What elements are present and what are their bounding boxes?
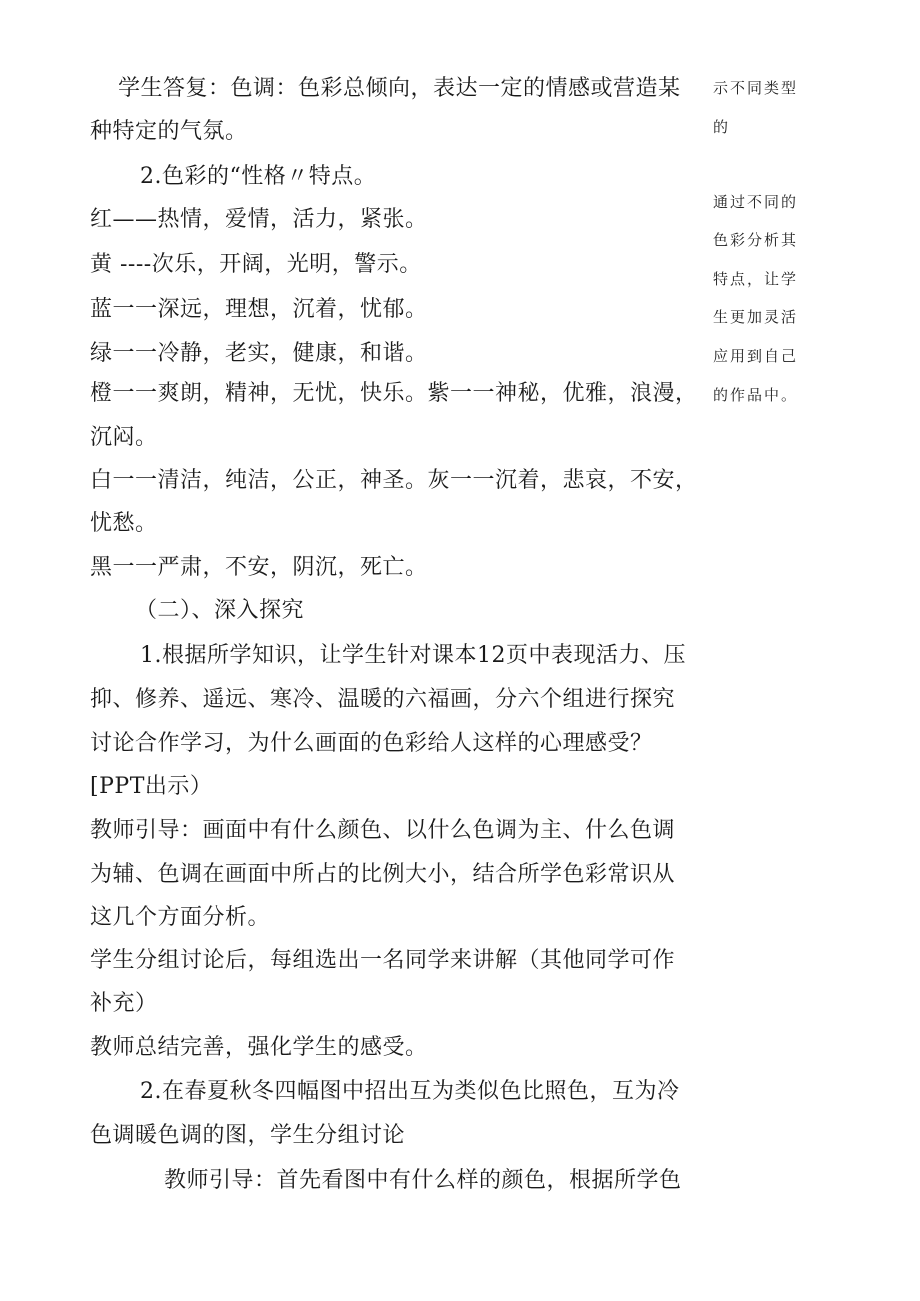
color-trait-line: 黄 ----次乐，开阔，光明，警示。 bbox=[90, 252, 422, 277]
margin-note-line: 的 bbox=[713, 118, 731, 136]
color-trait-line: 橙一一爽朗，精神，无忧，快乐。紫一一神秘，优雅，浪漫， bbox=[90, 381, 698, 406]
section-heading: （二）、深入探究 bbox=[135, 598, 305, 623]
margin-note-line: 特点，让学 bbox=[713, 270, 799, 288]
paragraph-line: 学生答复：色调：色彩总倾向，表达一定的情感或营造某 bbox=[118, 76, 681, 101]
paragraph-line: 教师总结完善，强化学生的感受。 bbox=[90, 1035, 428, 1060]
margin-note-line: 应用到自己 bbox=[713, 347, 799, 365]
paragraph-line: 抑、修养、遥远、寒冷、温暖的六福画，分六个组进行探究 bbox=[90, 687, 676, 712]
paragraph-line: 为辅、色调在画面中所占的比例大小，结合所学色彩常识从 bbox=[90, 862, 676, 887]
margin-note-line: 生更加灵活 bbox=[713, 308, 799, 326]
margin-note-line: 色彩分析其 bbox=[713, 231, 799, 249]
color-trait-line: 白一一清洁，纯洁，公正，神圣。灰一一沉着，悲哀，不安， bbox=[90, 468, 698, 493]
margin-note-line: 通过不同的 bbox=[713, 193, 799, 211]
margin-note-line: 示不同类型 bbox=[713, 79, 799, 97]
color-trait-line: 沉闷。 bbox=[90, 425, 158, 450]
paragraph-line: 1.根据所学知识，让学生针对课本12页中表现活力、压 bbox=[140, 643, 686, 668]
paragraph-line: [PPT出示） bbox=[90, 774, 213, 799]
color-trait-line: 蓝一一深远，理想，沉着，忧郁。 bbox=[90, 297, 428, 322]
paragraph-line: 学生分组讨论后，每组选出一名同学来讲解（其他同学可作 bbox=[90, 948, 676, 973]
paragraph-line: 这几个方面分析。 bbox=[90, 905, 271, 930]
paragraph-line: 补充） bbox=[90, 991, 158, 1016]
color-trait-line: 绿一一冷静，老实，健康，和谐。 bbox=[90, 341, 428, 366]
paragraph-line: 色调暖色调的图，学生分组讨论 bbox=[90, 1123, 406, 1148]
paragraph-line: 教师引导：首先看图中有什么样的颜色，根据所学色 bbox=[164, 1168, 682, 1193]
paragraph-line: 教师引导：画面中有什么颜色、以什么色调为主、什么色调 bbox=[90, 818, 676, 843]
color-trait-line: 红——热情，爱情，活力，紧张。 bbox=[90, 207, 428, 232]
paragraph-line: 2.在春夏秋冬四幅图中招出互为类似色比照色，互为冷 bbox=[140, 1079, 680, 1104]
margin-note-line: 的作品中。 bbox=[713, 386, 799, 404]
paragraph-line: 种特定的气氛。 bbox=[90, 119, 248, 144]
color-trait-line: 忧愁。 bbox=[90, 511, 158, 536]
color-trait-line: 黑一一严肃，不安，阴沉，死亡。 bbox=[90, 555, 428, 580]
paragraph-line: 讨论合作学习，为什么画面的色彩给人这样的心理感受？ bbox=[90, 731, 653, 756]
section-heading: 2.色彩的“性格〃特点。 bbox=[140, 164, 377, 189]
